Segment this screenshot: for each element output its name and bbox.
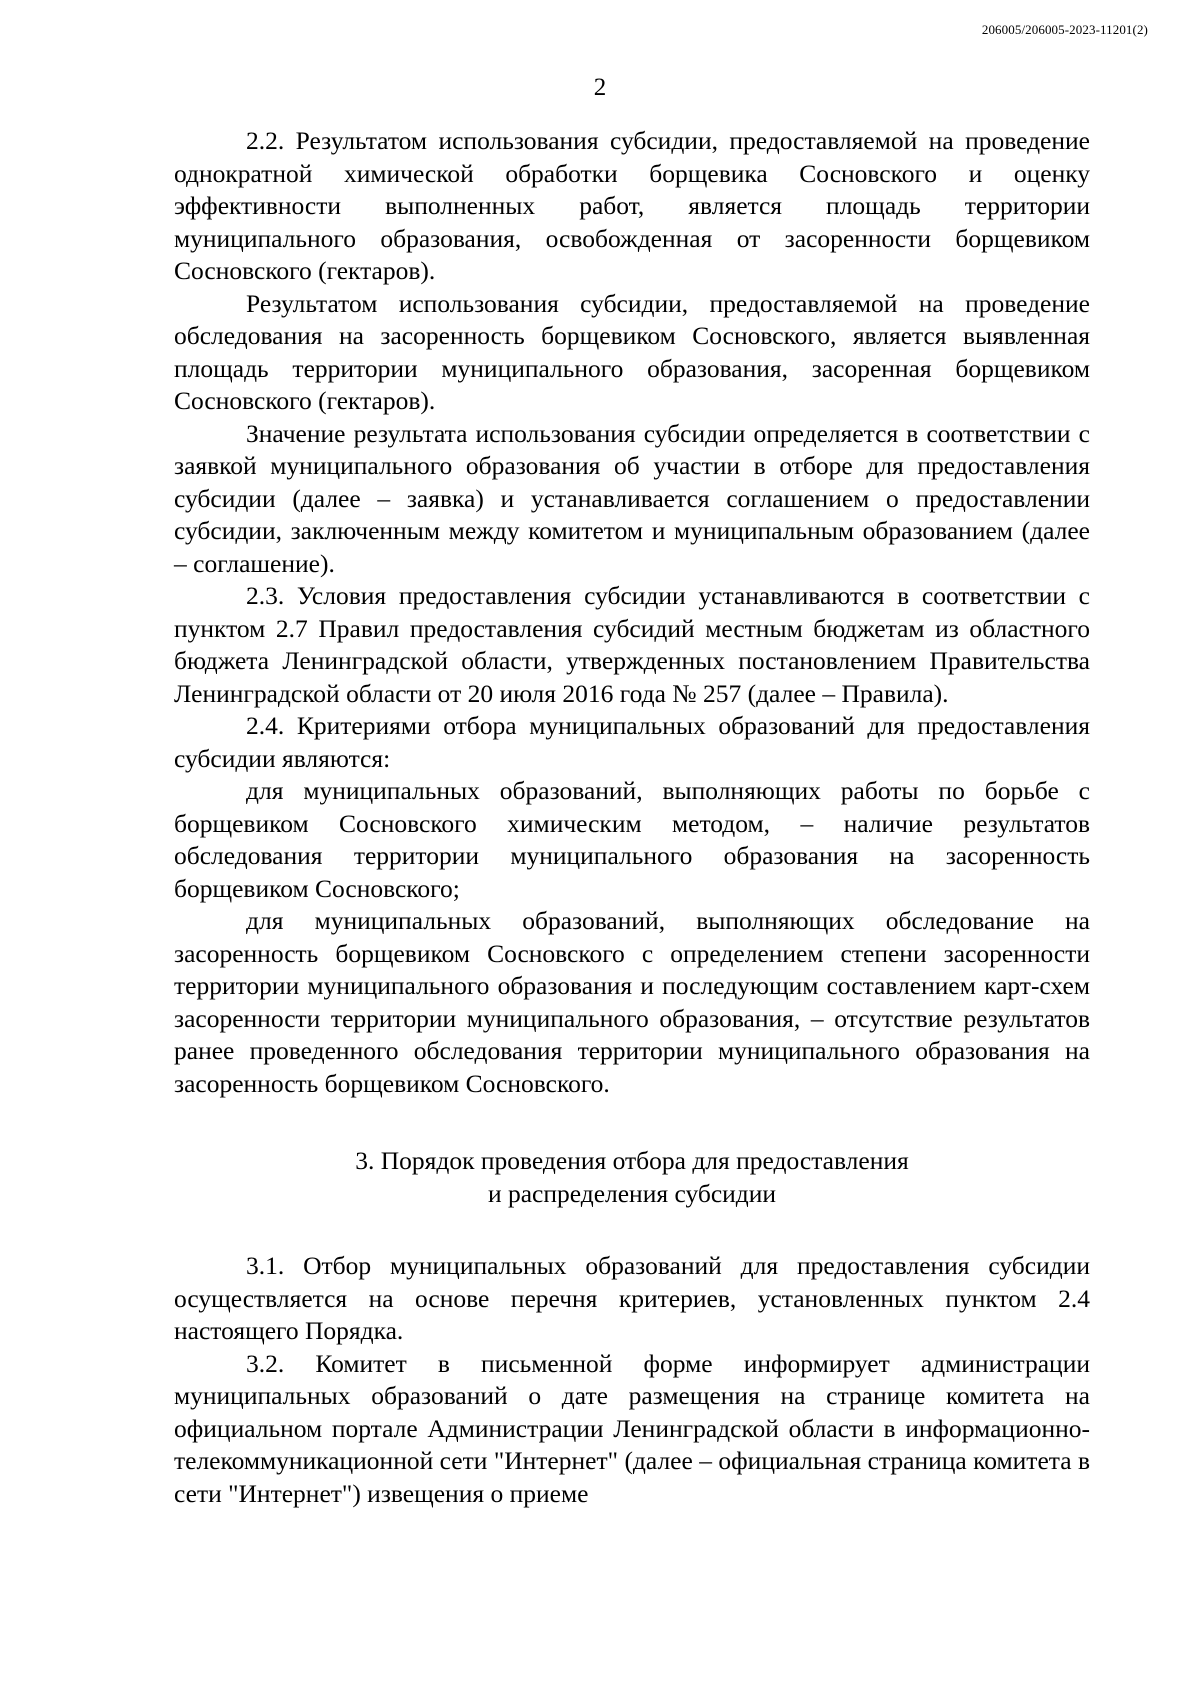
paragraph-3-2: 3.2. Комитет в письменной форме информирует администрации муниципальных образований о дате размещения на странице комитета на официальном портале Администрации Ленинградской области в информационно-телекоммуникационной сети "Интернет" (далее – официальная страница комитета в сети "Интернет") извещения о приеме — [174, 1348, 1090, 1508]
paragraph-2-4-criterion-chemical: для муниципальных образований, выполняющих работы по борьбе с борщевиком Сосновского химическим методом, – наличие результатов обследования территории муниципального образования на засоренность борщевиком Сосновского; — [174, 776, 1090, 903]
section-3-heading-line-1: 3. Порядок проведения отбора для предоставления — [355, 1146, 909, 1175]
paragraph-2-3: 2.3. Условия предоставления субсидии устанавливаются в соответствии с пунктом 2.7 Правил предоставления субсидий местным бюджетам из областного бюджета Ленинградской области, утвержденных постановлением Правительства Ленинградской области от 20 июля 2016 года № 257 (далее – Правила). — [174, 581, 1090, 708]
paragraph-2-4-criterion-survey: для муниципальных образований, выполняющих обследование на засоренность борщевиком Сосновского с определением степени засоренности территории муниципального образования и последующим составлением карт-схем засоренности территории муниципального образования, – отсутствие результатов ранее проведенного обследования территории муниципального образования на засоренность борщевиком Сосновского. — [174, 906, 1090, 1098]
section-3-heading-line-2: и распределения субсидии — [487, 1178, 777, 1208]
paragraph-2-4: 2.4. Критериями отбора муниципальных образований для предоставления субсидии являются: — [174, 711, 1090, 773]
paragraph-2-2: 2.2. Результатом использования субсидии, предоставляемой на проведение однократной химической обработки борщевика Сосновского и оценку эффективности выполненных работ, является площадь территории муниципального образования, освобожденная от засоренности борщевиком Сосновского (гектаров). — [174, 126, 1090, 285]
paragraph-2-2-result-value: Значение результата использования субсидии определяется в соответствии с заявкой муниципального образования об участии в отборе для предоставления субсидии (далее – заявка) и устанавливается соглашением о предоставлении субсидии, заключенным между комитетом и муниципальным образованием (далее – соглашение). — [174, 418, 1090, 578]
section-3-heading — [174, 1145, 1090, 1210]
document-body — [174, 125, 1090, 1510]
document-id: 206005/206005-2023-11201(2) — [981, 22, 1148, 37]
paragraph-2-2-survey-result: Результатом использования субсидии, предоставляемой на проведение обследования на засоренность борщевиком Сосновского, является выявленная площадь территории муниципального образования, засоренная борщевиком Сосновского (гектаров). — [174, 288, 1090, 415]
page-number: 2 — [593, 74, 607, 101]
paragraph-3-1: 3.1. Отбор муниципальных образований для предоставления субсидии осуществляется на основе перечня критериев, установленных пунктом 2.4 настоящего Порядка. — [174, 1251, 1090, 1345]
